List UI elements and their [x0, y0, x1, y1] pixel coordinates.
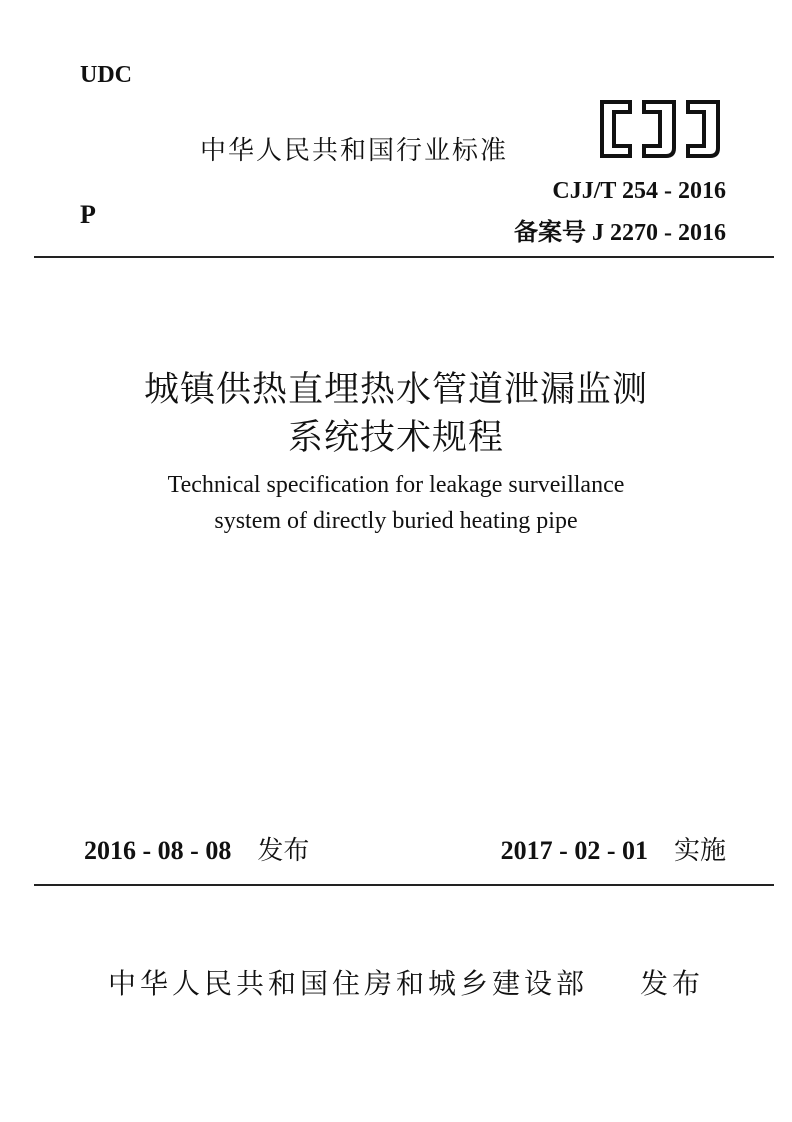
- title-zh-line1: 城镇供热直埋热水管道泄漏监测: [143, 370, 648, 410]
- publisher-action: 发布: [640, 967, 705, 1000]
- udc-label: UDC: [80, 62, 132, 88]
- issue-label: 发布: [257, 836, 310, 866]
- record-number: 备案号 J 2270 - 2016: [514, 220, 726, 246]
- standard-type: 中华人民共和国行业标准: [200, 136, 509, 166]
- bottom-divider: [34, 884, 774, 886]
- top-divider: [34, 256, 774, 258]
- cjj-logo: [592, 92, 730, 164]
- issue-date-block: [84, 830, 309, 867]
- implement-date: 2017 - 02 - 01: [500, 836, 648, 865]
- implement-date-block: [501, 830, 726, 867]
- publisher: 中华人民共和国住房和城乡建设部: [108, 967, 589, 1000]
- classification-letter: P: [80, 200, 96, 229]
- title-zh-line2: 系统技术规程: [287, 418, 504, 458]
- title-en-line2: system of directly buried heating pipe: [214, 508, 578, 534]
- implement-label: 实施: [673, 836, 726, 866]
- issue-date: 2016 - 08 - 08: [84, 836, 232, 865]
- title-en-line1: Technical specification for leakage surveillance: [167, 472, 625, 498]
- standard-number: CJJ/T 254 - 2016: [552, 178, 726, 204]
